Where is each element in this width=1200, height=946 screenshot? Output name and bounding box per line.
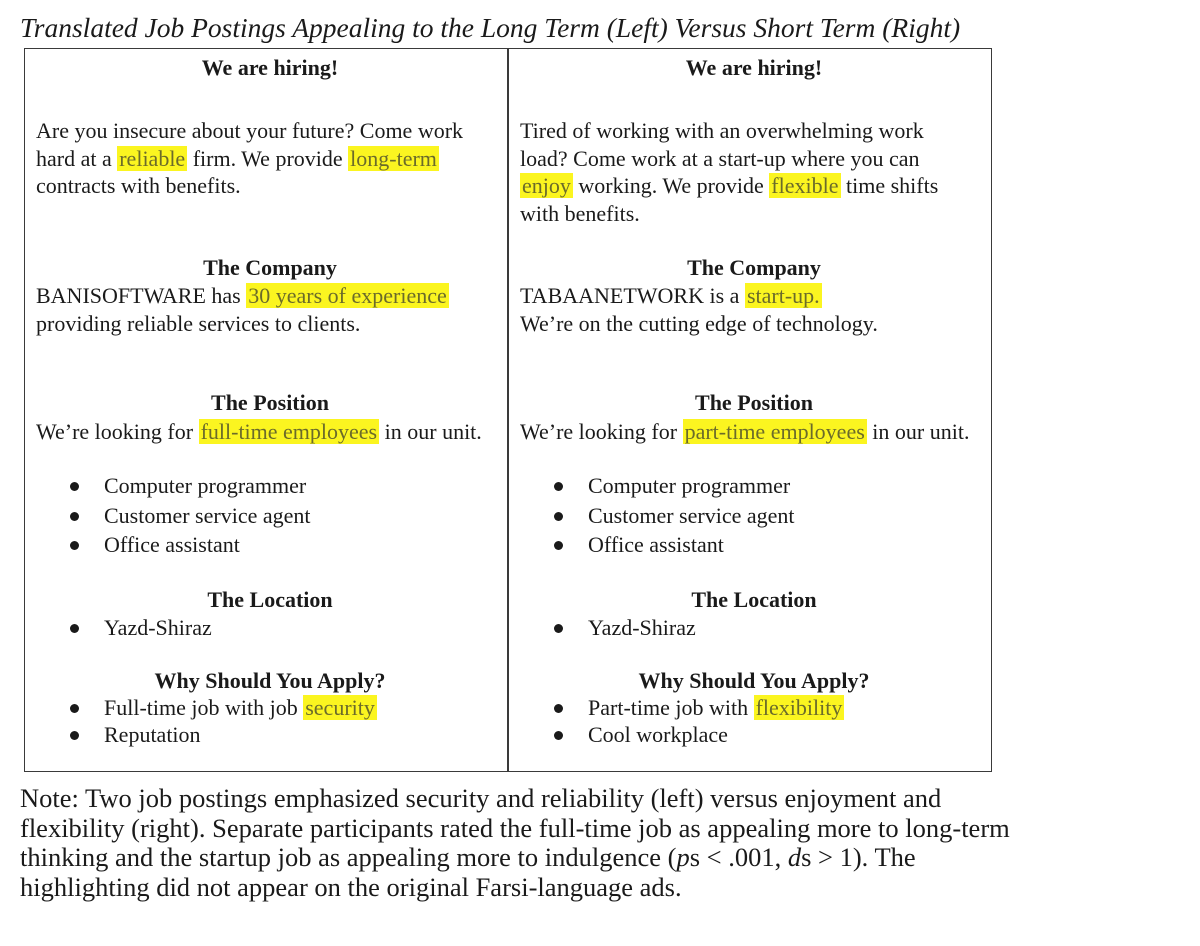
note-line: highlighting did not appear on the original Farsi-language ads. [20,871,682,902]
intro-paragraph [520,117,938,227]
company-heading: The Company [687,255,821,280]
intro-line: Tired of working with an overwhelming work [520,118,924,143]
highlight: enjoy [522,173,571,198]
list-item: Customer service agent [520,502,795,532]
column-divider [507,48,509,772]
bullet-icon [554,512,563,521]
intro-line: enjoy working. We provide flexible time shifts [522,173,939,198]
bullet-icon [70,704,79,713]
list-item: Yazd-Shiraz [36,614,212,644]
highlight: 30 years of experience [248,283,447,308]
bullet-icon [554,541,563,550]
list-item: Full-time job with job security [36,694,377,721]
intro-line: with benefits. [520,200,640,226]
bullet-icon [70,512,79,521]
note-line: thinking and the startup job as appealing more to indulgence (ps < .001, ds > 1). The [20,842,916,872]
company-paragraph [36,282,449,337]
hiring-heading: We are hiring! [201,55,339,80]
note-line: Note: Two job postings emphasized security and reliability (left) versus enjoyment and [20,783,942,813]
highlight: flexible [771,173,839,198]
bullet-icon [70,482,79,491]
list-item: Part-time job with flexibility [520,694,844,721]
list-item: Customer service agent [36,502,311,532]
list-item: Reputation [36,721,377,748]
highlight: security [305,695,375,720]
apply-heading: Why Should You Apply? [154,668,386,693]
intro-line: contracts with benefits. [36,173,241,198]
intro-line: hard at a reliable firm. We provide long-term [36,145,437,171]
hiring-heading: We are hiring! [685,55,823,80]
roles-list [36,472,311,561]
list-item: Yazd-Shiraz [520,614,696,644]
apply-list [36,694,377,748]
bullet-icon [70,624,79,633]
list-item: Computer programmer [36,472,311,502]
short-term-posting [520,48,988,772]
apply-list [520,694,844,748]
intro-paragraph [36,117,463,200]
location-heading: The Location [691,587,817,612]
highlight: part-time employees [684,419,865,444]
position-heading: The Position [695,390,813,415]
list-item: Computer programmer [520,472,795,502]
intro-line: Are you insecure about your future? Come work [36,118,464,143]
location-list [520,614,696,644]
company-line: TABAANETWORK is a start-up. [520,283,820,308]
list-item: Office assistant [36,531,311,561]
list-item: Cool workplace [520,721,844,748]
intro-line: load? Come work at a start-up where you can [520,145,920,171]
company-line: providing reliable services to clients. [36,310,361,336]
figure-note [20,784,1190,902]
highlight: full-time employees [200,419,378,444]
list-item: Office assistant [520,531,795,561]
bullet-icon [70,731,79,740]
position-heading: The Position [211,390,329,415]
apply-heading: Why Should You Apply? [638,668,870,693]
bullet-icon [70,541,79,550]
roles-list [520,472,795,561]
company-paragraph [520,282,878,337]
long-term-posting [36,48,504,772]
company-line: BANISOFTWARE has 30 years of experience [36,283,447,308]
company-heading: The Company [203,255,337,280]
location-list [36,614,212,644]
highlight: start-up. [746,283,820,308]
position-text: We’re looking for part-time employees in our unit. [520,419,970,444]
bullet-icon [554,704,563,713]
bullet-icon [554,624,563,633]
highlight: flexibility [755,695,843,720]
company-line: We’re on the cutting edge of technology. [520,310,878,336]
note-line: flexibility (right). Separate participants rated the full-time job as appealing more to long-term [20,812,1010,843]
bullet-icon [554,731,563,740]
highlight: long-term [350,145,437,171]
figure-title: Translated Job Postings Appealing to the Long Term (Left) Versus Short Term (Right) [20,12,961,43]
location-heading: The Location [207,587,333,612]
highlight: reliable [119,145,186,171]
bullet-icon [554,482,563,491]
position-text: We’re looking for full-time employees in our unit. [36,419,482,444]
